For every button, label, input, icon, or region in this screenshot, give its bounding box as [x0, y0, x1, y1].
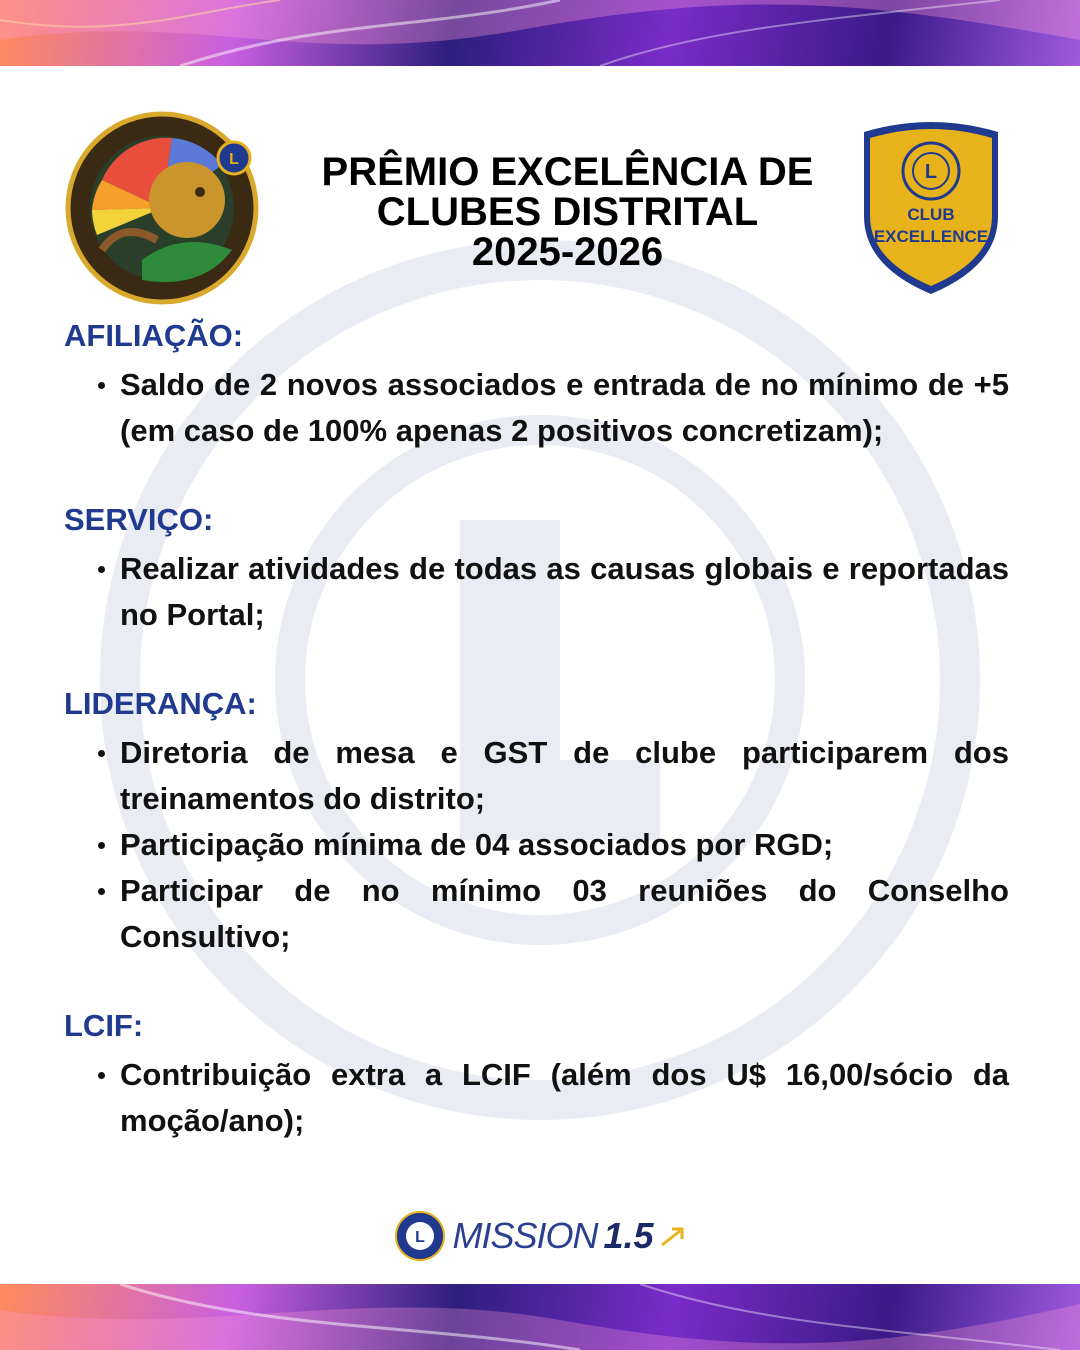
- list-item-text: Participar de no mínimo 03 reuniões do Conselho Consultivo;: [120, 873, 1009, 954]
- arrow-up-right-icon: [660, 1225, 686, 1247]
- list-item: [120, 868, 1009, 960]
- list-item: [120, 730, 1009, 822]
- lions-international-emblem-icon: [394, 1210, 446, 1262]
- mission-logo: [394, 1210, 685, 1262]
- bullet-list: [64, 546, 1009, 638]
- badge-line-excellence: EXCELLENCE: [873, 227, 989, 246]
- district-logo: [62, 110, 270, 306]
- section-heading: SERVIÇO:: [64, 502, 214, 537]
- section-servico: [64, 500, 1009, 638]
- section-afiliacao: [64, 316, 1009, 454]
- title-line-2: CLUBES DISTRITAL: [376, 190, 759, 234]
- list-item-text: Saldo de 2 novos associados e entrada de no mínimo de +5 (em caso de 100% apenas 2 positivos concretizam);: [120, 367, 1009, 448]
- list-item-text: Participação mínima de 04 associados por RGD;: [120, 827, 834, 862]
- club-excellence-shield-icon: [858, 116, 1004, 298]
- badge-line-club: CLUB: [907, 205, 955, 224]
- list-item: [120, 822, 1009, 868]
- title-line-1: PRÊMIO EXCELÊNCIA DE: [321, 150, 814, 194]
- bullet-icon: [98, 566, 105, 573]
- list-item: [120, 1052, 1009, 1144]
- mission-text: MISSION: [452, 1215, 598, 1256]
- mission-number: 1.5: [603, 1215, 654, 1256]
- criteria-content: [64, 316, 1009, 1190]
- section-heading: LIDERANÇA:: [64, 686, 257, 721]
- list-item: [120, 362, 1009, 454]
- lion-head-rainbow-seal-icon: [62, 110, 270, 306]
- bullet-icon: [98, 382, 105, 389]
- bullet-icon: [98, 888, 105, 895]
- list-item-text: Contribuição extra a LCIF (além dos U$ 16,00/sócio da moção/ano);: [120, 1057, 1009, 1138]
- footer: [0, 1210, 1080, 1266]
- svg-text:L: L: [415, 1229, 426, 1246]
- title-line-3: 2025-2026: [471, 230, 664, 274]
- bullet-icon: [98, 750, 105, 757]
- bullet-icon: [98, 1072, 105, 1079]
- wave-swirl-decoration: [0, 0, 1080, 66]
- list-item: [120, 546, 1009, 638]
- bottom-decorative-band: [0, 1284, 1080, 1350]
- wave-swirl-decoration: [0, 1284, 1080, 1350]
- section-lcif: [64, 1006, 1009, 1144]
- svg-text:L: L: [229, 151, 239, 168]
- bullet-icon: [98, 842, 105, 849]
- header: [0, 100, 1080, 310]
- section-heading: AFILIAÇÃO:: [64, 318, 244, 353]
- section-heading: LCIF:: [64, 1008, 144, 1043]
- bullet-list: [64, 362, 1009, 454]
- section-lideranca: [64, 684, 1009, 960]
- list-item-text: Diretoria de mesa e GST de clube participarem dos treinamentos do distrito;: [120, 735, 1009, 816]
- bullet-list: [64, 1052, 1009, 1144]
- page-title: [290, 152, 845, 272]
- svg-text:L: L: [924, 161, 938, 183]
- bullet-list: [64, 730, 1009, 960]
- club-excellence-badge: [858, 116, 1004, 298]
- list-item-text: Realizar atividades de todas as causas globais e reportadas no Portal;: [120, 551, 1009, 632]
- top-decorative-band: [0, 0, 1080, 66]
